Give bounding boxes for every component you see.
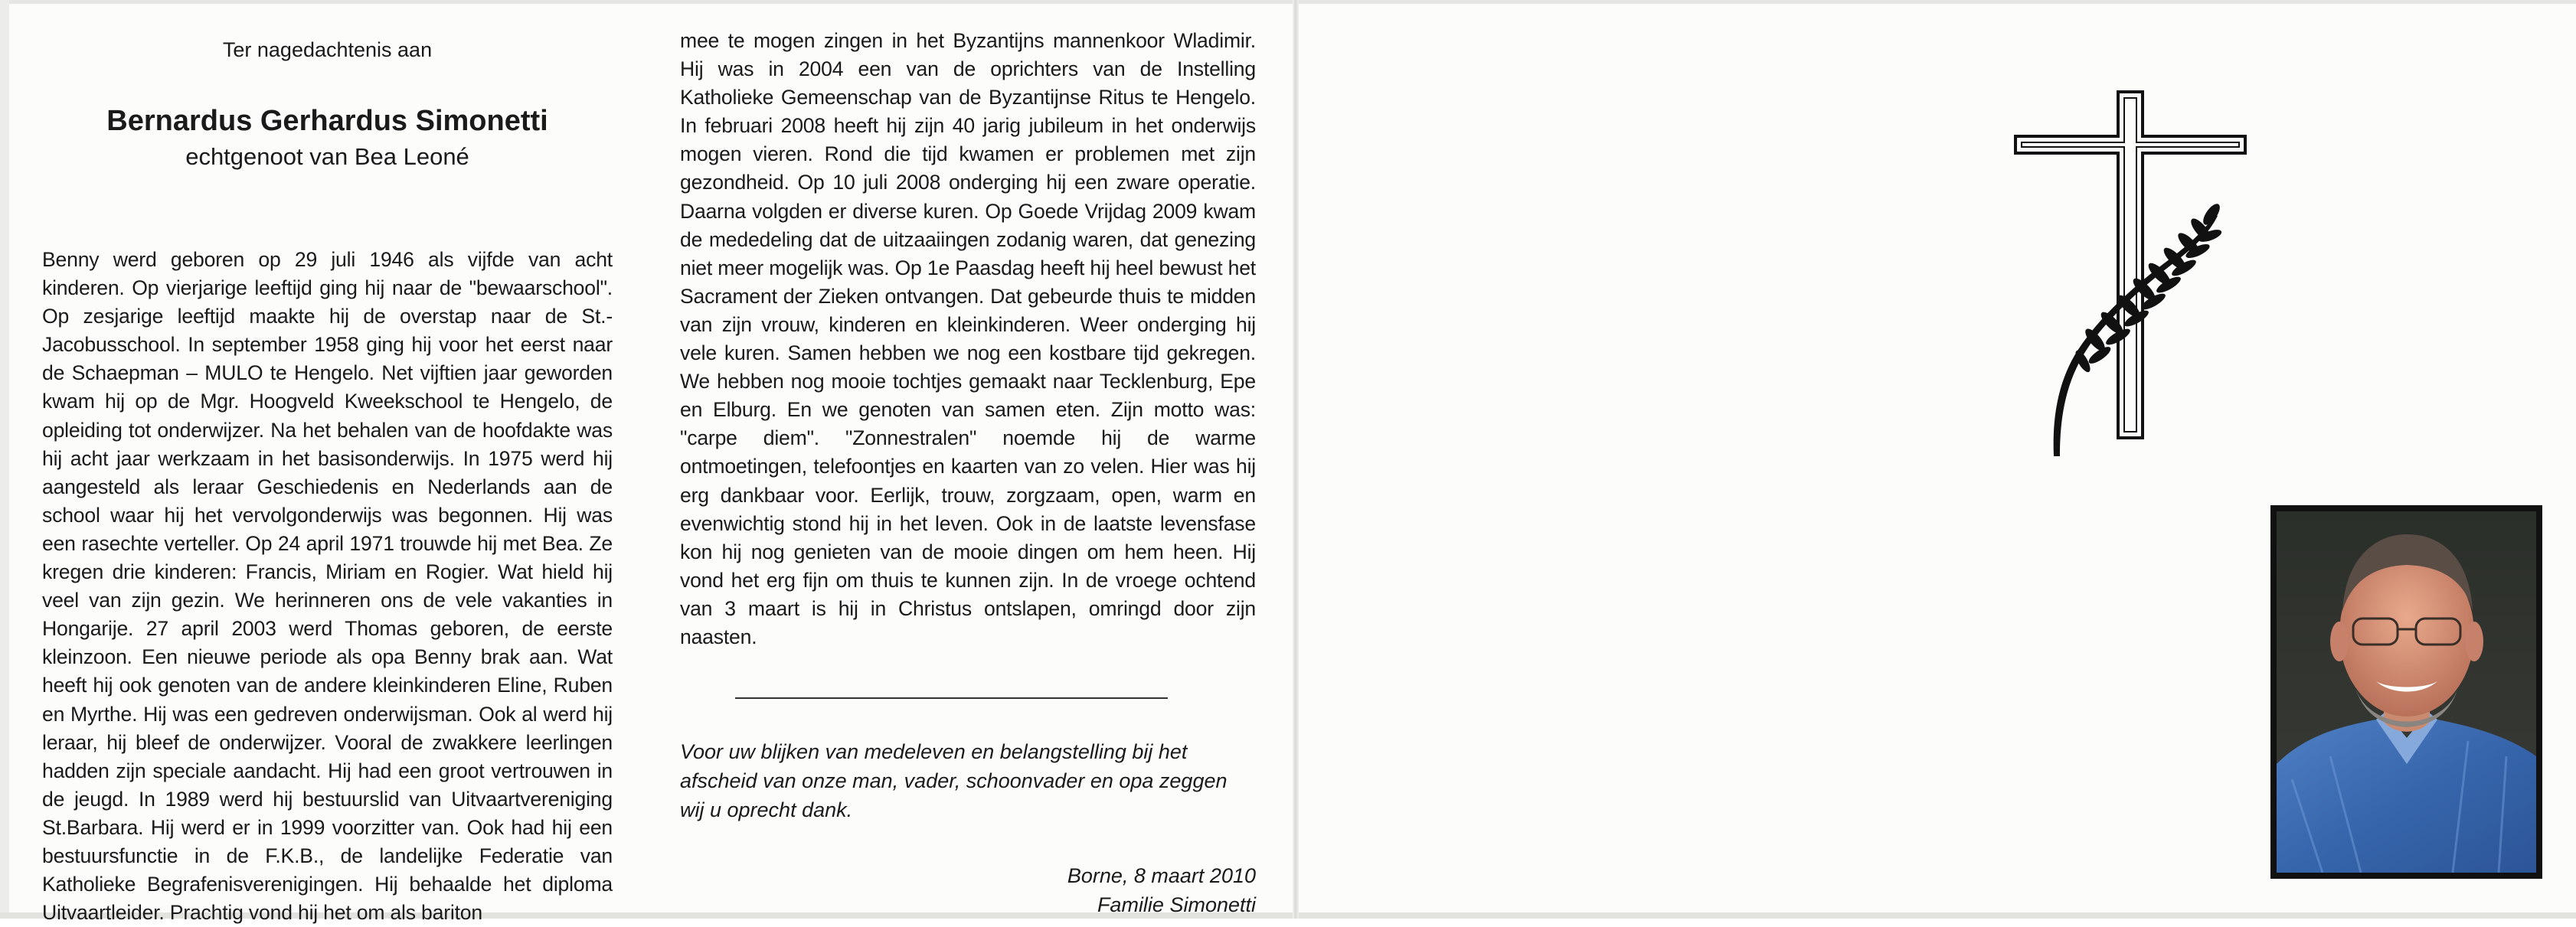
portrait-image bbox=[2277, 511, 2536, 873]
cross-with-wheat-icon bbox=[2014, 84, 2259, 467]
spouse-line: echtgenoot van Bea Leoné bbox=[185, 143, 469, 170]
biography-continued-text: mee te mogen zingen in het Byzantijns mannenkoor Wladimir. Hij was in 2004 een van de oprichters van de Instelling Katholieke Gemeenschap van de Byzantijnse Ritus te Hengelo. In februari 2008 heeft hij zijn 40 jarig jubileum in het onderwijs mogen vieren. Rond die tijd kwamen er problemen met zijn gezondheid. Op 10 juli 2008 onderging hij een zware operatie. Daarna volgden er diverse kuren. Op Goede Vrijdag 2009 kwam de mededeling dat de uitzaaiingen zodanig waren, dat genezing niet meer mogelijk was. Op 1e Paasdag heeft hij heel bewust het Sacrament der Zieken ontvangen. Dat gebeurde thuis te midden van zijn vrouw, kinderen en kleinkinderen. Weer onderging hij vele kuren. Samen hebben we nog een kostbare tijd gekregen. We hebben nog mooie tochtjes gemaakt naar Tecklenburg, Epe en Elburg. En we genoten van samen eten. Zijn motto was: "carpe diem". "Zonnestralen" noemde hij de warme ontmoetingen, telefoontjes en kaarten van zo velen. Hier was hij erg dankbaar voor. Eerlijk, trouw, zorgzaam, open, warm en evenwichtig stond hij in het leven. Ook in de laatste levensfase kon hij nog genieten van de mooie dingen om hem heen. Hij vond het erg fijn om thuis te kunnen zijn. In de vroege ochtend van 3 maart is hij in Christus ontslapen, omringd door zijn naasten. bbox=[680, 29, 1256, 648]
divider-line bbox=[735, 697, 1168, 699]
card-fold bbox=[1293, 0, 1299, 919]
place-date: Borne, 8 maart 2010 bbox=[1067, 864, 1256, 888]
card-edge-left bbox=[0, 0, 9, 919]
signature-block bbox=[680, 861, 1256, 919]
middle-panel bbox=[680, 27, 1256, 919]
thanks-text: Voor uw blijken van medeleven en belangstelling bij het afscheid van onze man, vader, schoonvader en opa zeggen wij u oprecht dank. bbox=[680, 740, 1228, 822]
deceased-name: Bernardus Gerhardus Simonetti bbox=[106, 105, 548, 137]
intro-text: Ter nagedachtenis aan bbox=[222, 38, 433, 61]
biography-text: Benny werd geboren op 29 juli 1946 als vijfde van acht kinderen. Op vierjarige leeftijd ging hij naar de "bewaarschool". Op zesjarige leeftijd maakte hij de overstap naar de St.-Jacobusschool. In september 1958 ging hij voor het eerst naar de Schaepman – MULO te Hengelo. Net vijftien jaar geworden kwam hij op de Mgr. Hoogveld Kweekschool te Hengelo, de opleiding tot onderwijzer. Na het behalen van de hoofdakte was hij acht jaar werkzaam in het basisonderwijs. In 1975 werd hij aangesteld als leraar Geschiedenis en Nederlands aan de school waar hij het vervolgonderwijs was begonnen. Hij was een rasechte verteller. Op 24 april 1971 trouwde hij met Bea. Ze kregen drie kinderen: Francis, Miriam en Rogier. Wat hield hij veel van zijn gezin. We herinneren ons de vele vakanties in Hongarije. 27 april 2003 werd Thomas geboren, de eerste kleinzoon. Een nieuwe periode als opa Benny brak aan. Wat heeft hij ook genoten van de andere kleinkinderen Eline, Ruben en Myrthe. Hij was een gedreven onderwijsman. Ook al werd hij leraar, hij bleef de onderwijzer. Vooral de zwakkere leerlingen hadden zijn speciale aandacht. Hij had een groot vertrouwen in de jeugd. In 1989 werd hij bestuurslid van Uitvaartvereniging St.Barbara. Hij werd er in 1999 voorzitter van. Ook had hij een bestuursfunctie in de F.K.B., de landelijke Federatie van Katholieke Begrafenisverenigingen. Hij behaalde het diploma Uitvaartleider. Prachtig vond hij het om als bariton bbox=[42, 248, 613, 925]
card-edge-top bbox=[0, 0, 2576, 4]
portrait-photo bbox=[2270, 505, 2542, 879]
family-name: Familie Simonetti bbox=[1097, 893, 1256, 917]
left-panel bbox=[42, 34, 613, 927]
